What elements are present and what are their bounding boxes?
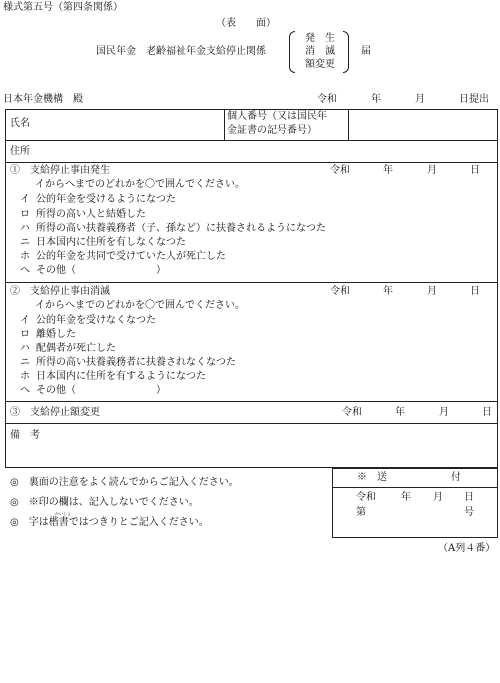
section1-title: ① 支給停止事由発生 — [10, 165, 110, 176]
section1-item[interactable]: ハ 所得の高い扶養義務者（子、孫など）に扶養されるようになつた — [20, 223, 326, 234]
section1-instruction: イからへまでのどれかを〇で囲んでください。 — [35, 179, 245, 190]
section1-year: 年 — [383, 165, 393, 176]
section3-year: 年 — [395, 407, 405, 418]
section3-title: ③ 支給停止額変更 — [10, 407, 100, 418]
section2-item[interactable]: ヘ その他（ ） — [20, 385, 166, 396]
office-year: 年 — [401, 492, 411, 503]
title-options-bracket — [289, 31, 349, 73]
title-option-change: 額変更 — [305, 59, 335, 70]
remarks-field[interactable] — [40, 425, 496, 466]
note-2: ◎ ※印の欄は、記入しないでください。 — [10, 497, 199, 508]
id-number-field[interactable] — [350, 111, 496, 138]
form-number: 様式第五号（第四条関係） — [3, 2, 123, 13]
office-no-prefix: 第 — [356, 507, 366, 518]
section2-month: 月 — [427, 286, 437, 297]
address-label: 住所 — [10, 146, 30, 157]
section3-era: 令和 — [342, 407, 362, 418]
section1-item[interactable]: ロ 所得の高い人と結婚した — [20, 209, 146, 220]
section1-day: 日 — [470, 165, 480, 176]
section2-era: 令和 — [330, 286, 350, 297]
title-option-extinct: 消 滅 — [305, 46, 335, 57]
paper-size: （A列４番） — [438, 543, 496, 554]
form-title: 国民年金 老齢福祉年金支給停止関係 — [96, 46, 266, 57]
section2-item[interactable]: ホ 日本国内に住所を有するようになつた — [20, 371, 206, 382]
submit-year: 年 — [371, 94, 381, 105]
id-label-line1: 個人番号（又は国民年 — [227, 111, 327, 122]
section2-item[interactable]: ハ 配偶者が死亡した — [20, 343, 116, 354]
section3-month: 月 — [439, 407, 449, 418]
note-1: ◎ 裏面の注意をよく読んでからご記入ください。 — [10, 477, 239, 488]
note-3: ◎ 字は楷書ではつきりとご記入ください。 — [10, 517, 209, 528]
section1-month: 月 — [427, 165, 437, 176]
address-field[interactable] — [40, 142, 496, 160]
section2-item[interactable]: ロ 離婚した — [20, 329, 76, 340]
office-month: 月 — [433, 492, 443, 503]
section1-item[interactable]: ホ 公的年金を共同で受けていた人が死亡した — [20, 251, 226, 262]
section2-year: 年 — [383, 286, 393, 297]
name-field[interactable] — [40, 111, 220, 138]
section2-item[interactable]: ニ 所得の高い扶養義務者に扶養されなくなつた — [20, 357, 236, 368]
submit-era: 令和 — [317, 94, 337, 105]
section2-day: 日 — [470, 286, 480, 297]
addressee: 日本年金機構 殿 — [3, 94, 83, 105]
section1-item[interactable]: イ 公的年金を受けるようになつた — [20, 194, 176, 205]
name-label: 氏名 — [10, 118, 30, 129]
office-sent-suffix: 付 — [451, 472, 461, 483]
office-sent-label: ※ 送 — [357, 472, 387, 483]
section1-item[interactable]: ヘ その他（ ） — [20, 265, 166, 276]
remarks-label: 備 考 — [10, 430, 40, 441]
submit-day: 日提出 — [459, 94, 489, 105]
section3-day: 日 — [482, 407, 492, 418]
section2-title: ② 支給停止事由消滅 — [10, 286, 110, 297]
section2-item[interactable]: イ 公的年金を受けなくなつた — [20, 315, 156, 326]
note-3-ruby: かいしょ — [55, 511, 71, 516]
section1-era: 令和 — [330, 165, 350, 176]
office-era: 令和 — [356, 492, 376, 503]
section1-item[interactable]: ニ 日本国内に住所を有しなくなつた — [20, 237, 186, 248]
office-no-suffix: 号 — [464, 507, 474, 518]
title-option-occur: 発 生 — [305, 33, 335, 44]
form-side-label: （表 面） — [216, 18, 276, 29]
id-label-line2: 金証書の記号番号） — [227, 125, 317, 136]
submit-month: 月 — [415, 94, 425, 105]
office-day: 日 — [464, 492, 474, 503]
title-suffix: 届 — [361, 46, 371, 57]
section2-instruction: イからへまでのどれかを〇で囲んでください。 — [35, 300, 245, 311]
